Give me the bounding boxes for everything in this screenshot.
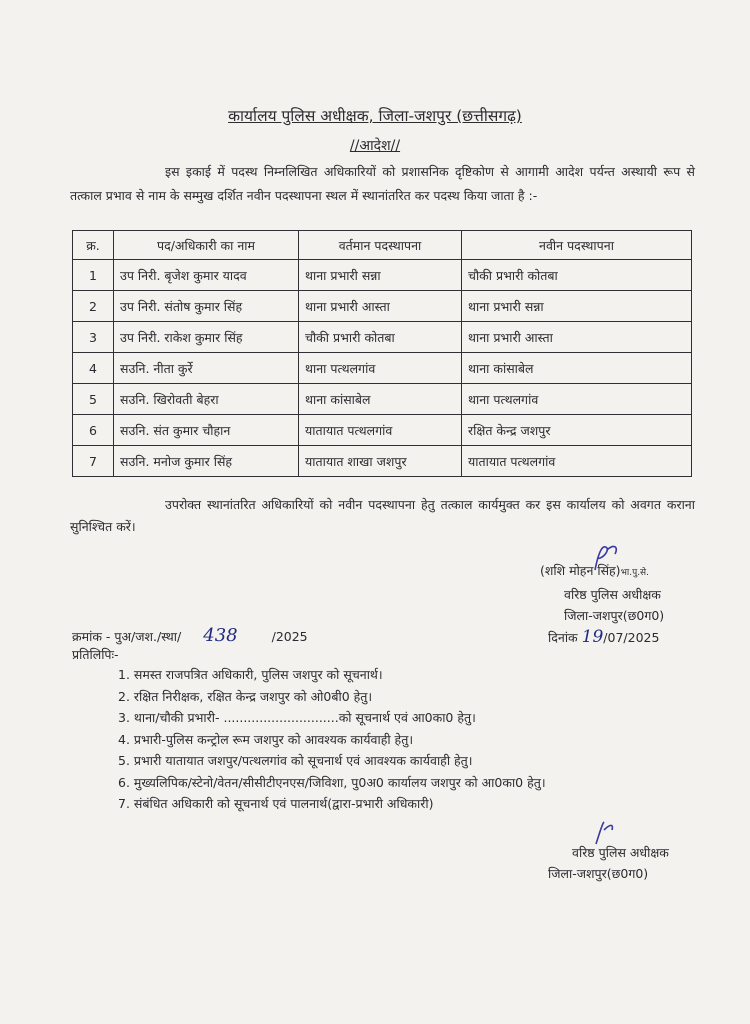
table-row	[73, 260, 692, 291]
date-label: दिनांक	[548, 630, 578, 645]
footer-designation: वरिष्ठ पुलिस अधीक्षक	[572, 845, 669, 860]
order-heading: //आदेश//	[349, 138, 401, 154]
current-posting-cell: थाना प्रभारी आस्ता	[299, 291, 462, 322]
copies-list	[118, 664, 698, 815]
table-row	[73, 384, 692, 415]
list-item: 3. थाना/चौकी प्रभारी- .............................को सूचनार्थ एवं आ0का0 हेतु।	[118, 710, 476, 725]
new-posting-cell: चौकी प्रभारी कोतबा	[462, 260, 692, 291]
footer-district: जिला-जशपुर(छ0ग0)	[548, 866, 649, 881]
list-item: 1. समस्त राजपत्रित अधिकारी, पुलिस जशपुर को सूचनार्थ।	[118, 667, 383, 682]
current-posting-cell: यातायात पत्थलगांव	[299, 415, 462, 446]
col-header-serial: क्र.	[73, 231, 114, 260]
copies-heading: प्रतिलिपिः-	[72, 647, 119, 662]
reference-number-handwritten: 438	[203, 625, 238, 646]
list-item: 5. प्रभारी यातायात जशपुर/पत्थलगांव को सूचनार्थ एवं आवश्यक कार्यवाही हेतु।	[118, 753, 473, 768]
order-date	[548, 627, 659, 647]
new-posting-cell: यातायात पत्थलगांव	[462, 446, 692, 477]
current-posting-cell: यातायात शाखा जशपुर	[299, 446, 462, 477]
serial-cell: 7	[73, 446, 114, 477]
new-posting-cell: थाना पत्थलगांव	[462, 384, 692, 415]
table-row	[73, 353, 692, 384]
new-posting-cell: रक्षित केन्द्र जशपुर	[462, 415, 692, 446]
signatory-block	[540, 560, 664, 626]
officer-name-cell: सउनि. खिरोवती बेहरा	[114, 384, 299, 415]
list-item: 4. प्रभारी-पुलिस कन्ट्रोल रूम जशपुर को आवश्यक कार्यवाही हेतु।	[118, 731, 414, 747]
reference-number	[72, 625, 308, 646]
col-header-name: पद/अधिकारी का नाम	[114, 231, 299, 260]
serial-cell: 4	[73, 353, 114, 384]
signatory-district: जिला-जशपुर(छ0ग0)	[564, 608, 665, 623]
signatory-designation: वरिष्ठ पुलिस अधीक्षक	[564, 587, 661, 602]
officer-name-cell: उप निरी. बृजेश कुमार यादव	[114, 260, 299, 291]
table-header-row	[73, 231, 692, 260]
new-posting-cell: थाना कांसाबेल	[462, 353, 692, 384]
col-header-new-posting: नवीन पदस्थापना	[462, 231, 692, 260]
footer-signatory-block	[548, 842, 669, 884]
relieve-instruction: उपरोक्त स्थानांतरित अधिकारियों को नवीन पदस्थापना हेतु तत्काल कार्यमुक्त कर इस कार्यालय को अवगत कराना सुनिश्चित करें।	[70, 497, 695, 534]
intro-paragraph: इस इकाई में पदस्थ निम्नलिखित अधिकारियों को प्रशासनिक दृष्टिकोण से आगामी आदेश पर्यन्त अस्थायी रूप से तत्काल प्रभाव से नाम के सम्मुख दर्शित नवीन पदस्थापना स्थल में स्थानांतरित कर पदस्थ किया जाता है :-	[70, 164, 695, 203]
serial-cell: 2	[73, 291, 114, 322]
transfer-table	[72, 230, 692, 477]
office-title: कार्यालय पुलिस अधीक्षक, जिला-जशपुर (छत्तीसगढ़)	[228, 107, 522, 125]
col-header-current-posting: वर्तमान पदस्थापना	[299, 231, 462, 260]
list-item: 6. मुख्यलिपिक/स्टेनो/वेतन/सीसीटीएनएस/जिविशा, पु0अ0 कार्यालय जशपुर को आ0का0 हेतु।	[118, 774, 546, 790]
list-item: 7. संबंधित अधिकारी को सूचनार्थ एवं पालनार्थ(द्वारा-प्रभारी अधिकारी)	[118, 796, 434, 811]
date-day-handwritten: 19	[581, 627, 604, 647]
current-posting-cell: थाना प्रभारी सन्ना	[299, 260, 462, 291]
new-posting-cell: थाना प्रभारी सन्ना	[462, 291, 692, 322]
current-posting-cell: थाना कांसाबेल	[299, 384, 462, 415]
officer-name-cell: सउनि. नीता कुर्रे	[114, 353, 299, 384]
officer-name-cell: उप निरी. राकेश कुमार सिंह	[114, 322, 299, 353]
new-posting-cell: थाना प्रभारी आस्ता	[462, 322, 692, 353]
serial-cell: 1	[73, 260, 114, 291]
officer-name-cell: उप निरी. संतोष कुमार सिंह	[114, 291, 299, 322]
table-row	[73, 291, 692, 322]
service-suffix: भा.पु.से.	[620, 568, 649, 578]
table-row	[73, 446, 692, 477]
serial-cell: 5	[73, 384, 114, 415]
reference-prefix: क्रमांक - पुअ/जश./स्था/	[72, 629, 182, 644]
current-posting-cell: चौकी प्रभारी कोतबा	[299, 322, 462, 353]
officer-name-cell: सउनि. मनोज कुमार सिंह	[114, 446, 299, 477]
officer-name-cell: सउनि. संत कुमार चौहान	[114, 415, 299, 446]
date-rest: /07/2025	[603, 630, 660, 645]
table-row	[73, 322, 692, 353]
list-item: 2. रक्षित निरीक्षक, रक्षित केन्द्र जशपुर को ओ0बी0 हेतु।	[118, 688, 373, 704]
table-row	[73, 415, 692, 446]
serial-cell: 3	[73, 322, 114, 353]
reference-year: /2025	[271, 629, 308, 644]
serial-cell: 6	[73, 415, 114, 446]
current-posting-cell: थाना पत्थलगांव	[299, 353, 462, 384]
signatory-name: (शशि मोहन सिंह)	[540, 563, 621, 578]
